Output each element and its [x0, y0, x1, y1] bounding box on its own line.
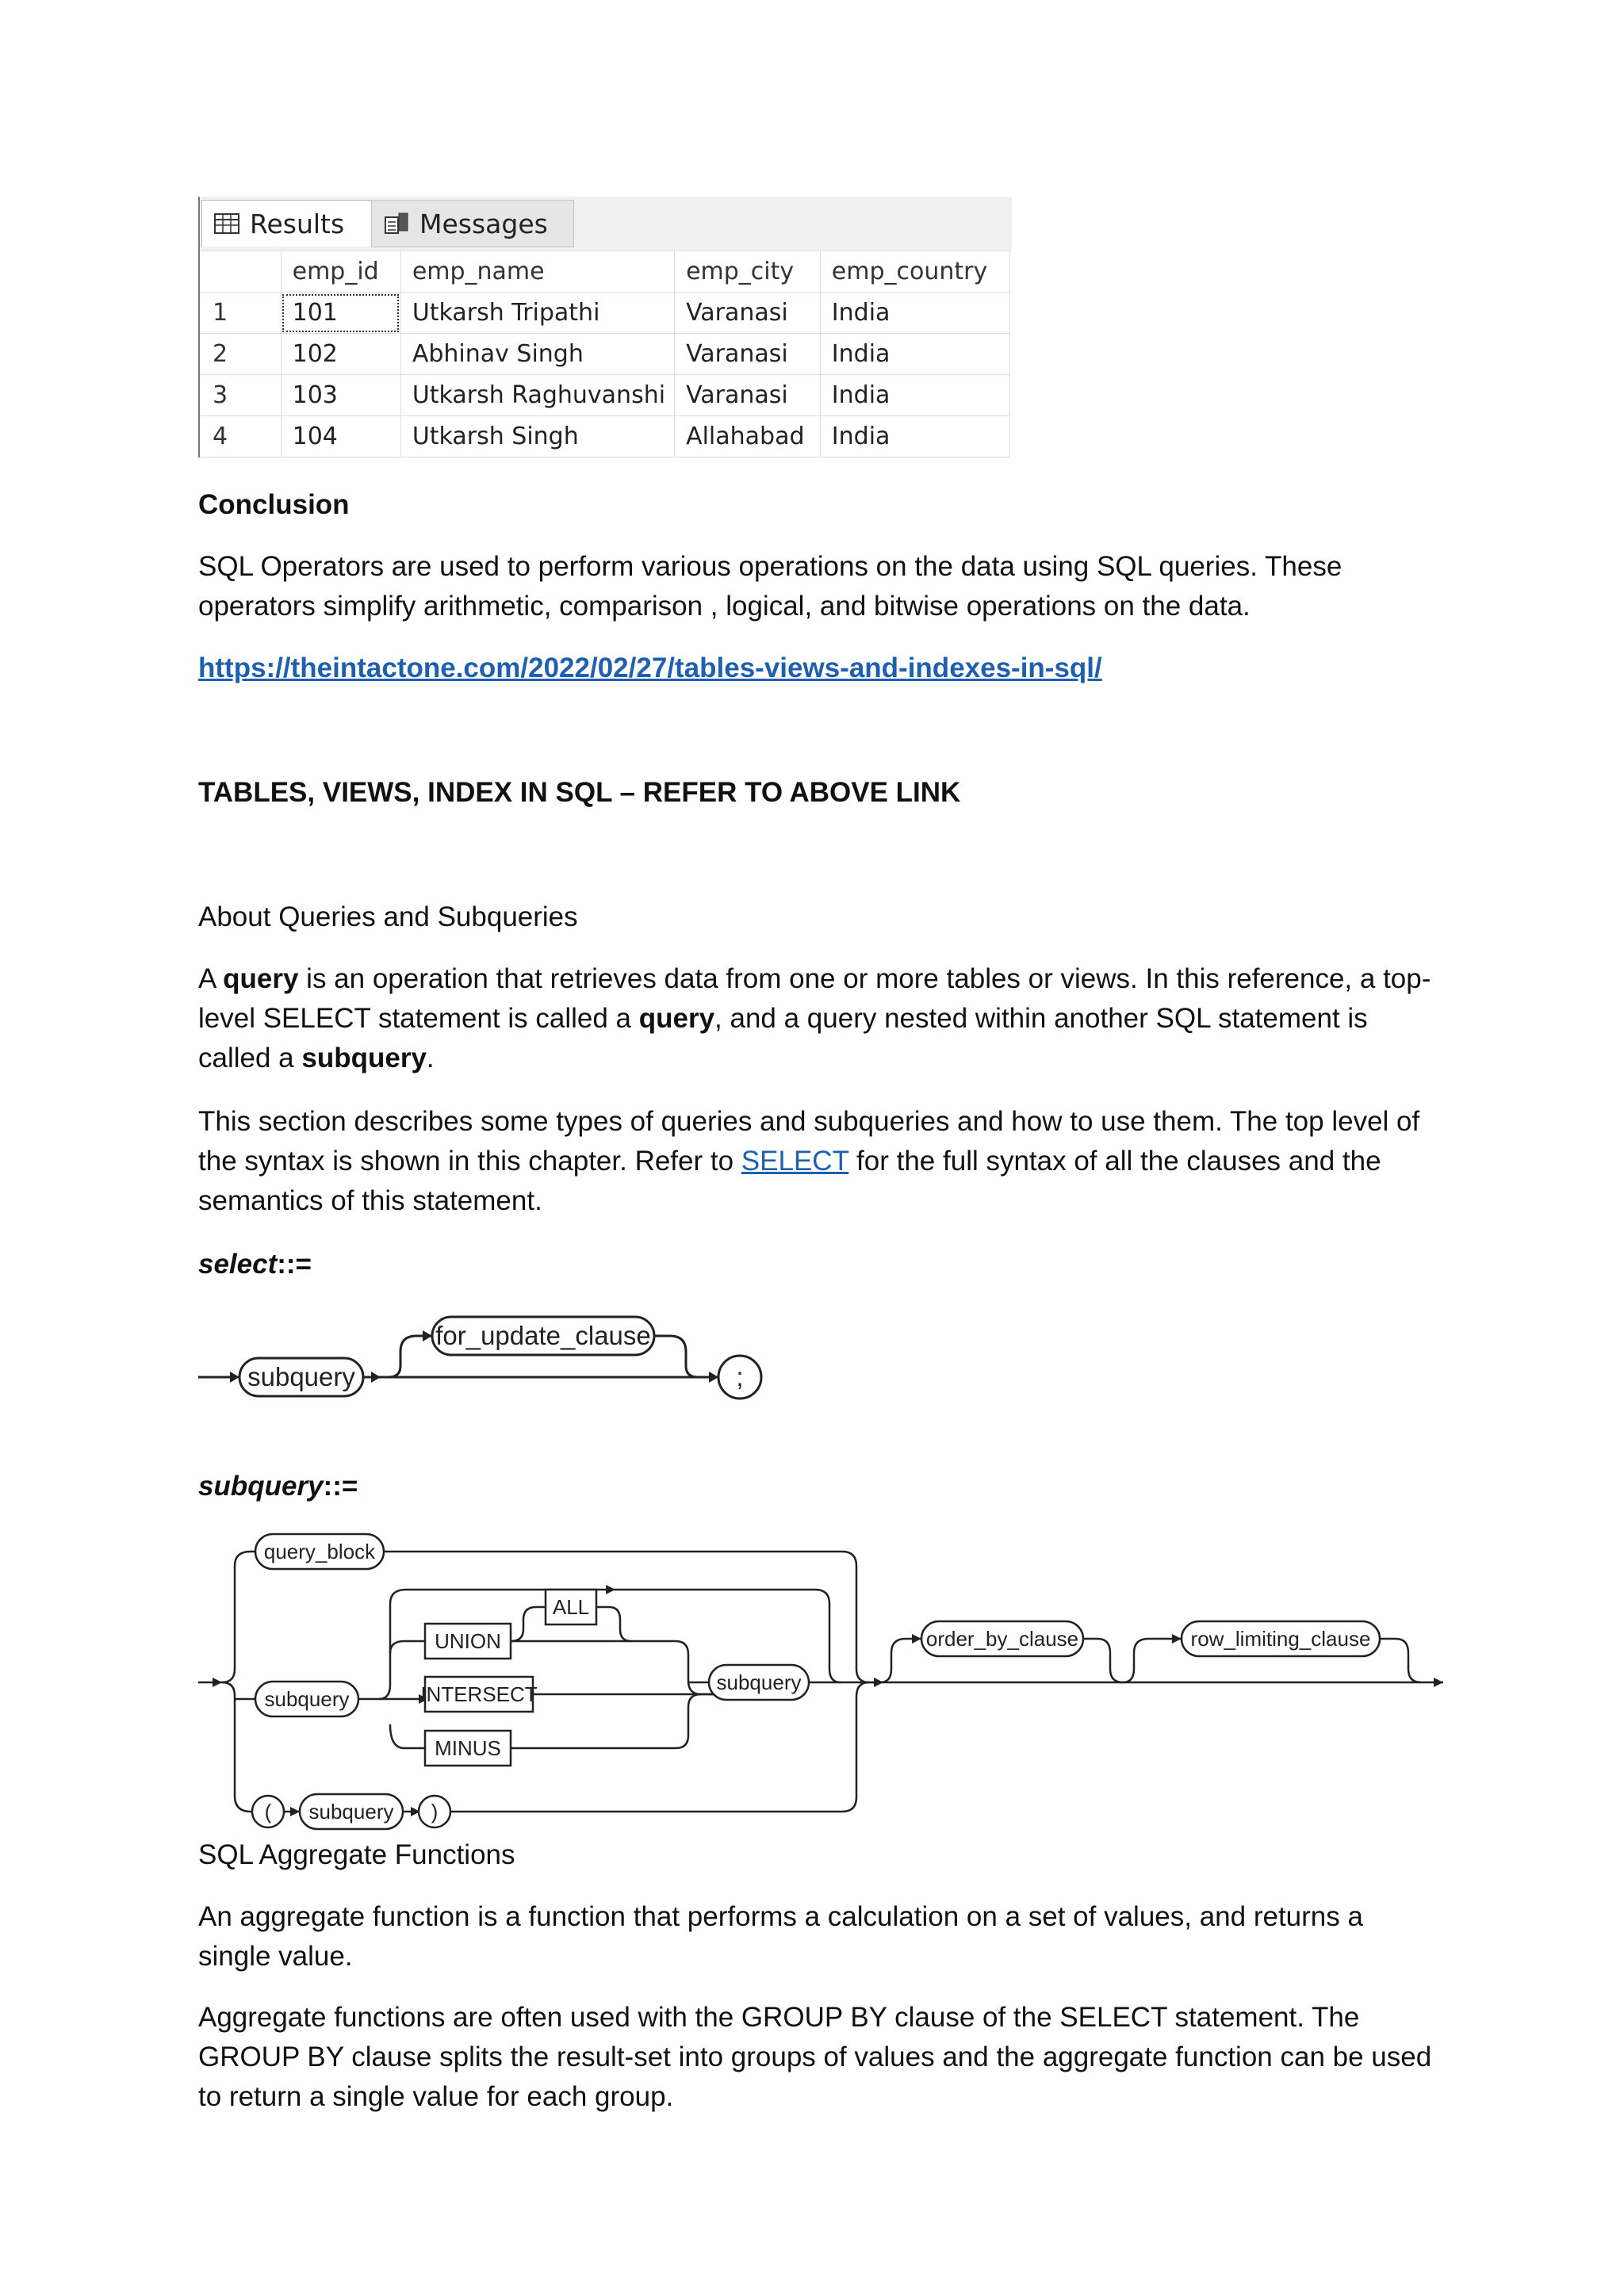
select-syntax-diagram: [190, 1296, 793, 1407]
row-number: 2: [199, 334, 281, 375]
subquery-paren-label: subquery: [308, 1800, 394, 1823]
row-number-header: [199, 251, 281, 293]
aggregate-paragraph-1: An aggregate function is a function that performs a calculation on a set of values, and returns a single value.: [198, 1901, 1363, 1972]
open-paren-label: (: [264, 1800, 272, 1823]
subquery-label: [198, 1467, 1443, 1506]
table-cell[interactable]: India: [820, 293, 1009, 334]
table-row[interactable]: [199, 334, 1010, 375]
row-number: 4: [199, 416, 281, 457]
table-cell[interactable]: 103: [281, 375, 400, 416]
table-cell[interactable]: Utkarsh Singh: [400, 416, 674, 457]
order-by-clause-label: order_by_clause: [925, 1627, 1079, 1651]
subquery-label-name: subquery: [198, 1471, 324, 1502]
table-cell[interactable]: Varanasi: [675, 293, 821, 334]
reference-link[interactable]: https://theintactone.com/2022/02/27/tables-views-and-indexes-in-sql/: [198, 652, 1102, 683]
subquery-start-label: subquery: [264, 1687, 350, 1711]
subquery-node-label: subquery: [247, 1362, 355, 1391]
bold-term: query: [638, 1003, 715, 1034]
table-row[interactable]: [199, 375, 1010, 416]
text-run: is an operation that retrieves data from one or more tables or views. In this reference, a top-level SELECT statement is called a: [198, 963, 1431, 1034]
text-run: A: [198, 963, 224, 994]
table-row[interactable]: [199, 416, 1010, 457]
row-number: 1: [199, 293, 281, 334]
messages-icon: [383, 211, 410, 236]
close-paren-label: ): [431, 1800, 439, 1823]
table-cell[interactable]: India: [820, 416, 1009, 457]
row-limiting-clause-label: row_limiting_clause: [1190, 1627, 1371, 1651]
column-header[interactable]: emp_country: [820, 251, 1009, 293]
bold-term: subquery: [301, 1043, 427, 1073]
results-header-row: [199, 251, 1010, 293]
union-label: UNION: [435, 1629, 501, 1653]
column-header[interactable]: emp_city: [675, 251, 821, 293]
tab-messages[interactable]: [371, 200, 574, 247]
minus-label: MINUS: [435, 1736, 501, 1760]
results-grid-screenshot: [198, 197, 1010, 461]
select-link[interactable]: SELECT: [741, 1146, 849, 1177]
table-cell[interactable]: 101: [281, 293, 400, 334]
table-cell[interactable]: 104: [281, 416, 400, 457]
semicolon-label: ;: [736, 1362, 744, 1391]
aggregate-paragraph-2: Aggregate functions are often used with the GROUP BY clause of the SELECT statement. The GROUP BY clause splits the result-set into groups of values and the aggregate function can be used to return a single value for each group.: [198, 2002, 1432, 2112]
intersect-label: INTERSECT: [420, 1682, 538, 1706]
section-paragraph: [198, 1102, 1443, 1221]
conclusion-heading: Conclusion: [198, 489, 350, 520]
query-paragraph: [198, 959, 1443, 1078]
table-cell[interactable]: Utkarsh Tripathi: [400, 293, 674, 334]
tab-results[interactable]: [201, 200, 382, 247]
tab-messages-label: Messages: [419, 208, 548, 239]
select-label: [198, 1245, 1443, 1284]
about-heading: About Queries and Subqueries: [198, 901, 578, 932]
table-cell[interactable]: Abhinav Singh: [400, 334, 674, 375]
bold-term: query: [223, 963, 299, 994]
text-run: This section describes some types of queries and subqueries and how to use them. The top level of the syntax is shown in this chapter. Refer to: [198, 1106, 1420, 1177]
text-run: , and a query nested within another SQL statement is called a: [198, 1003, 1368, 1073]
results-tabbar: [198, 197, 1012, 251]
table-row[interactable]: [199, 293, 1010, 334]
table-cell[interactable]: India: [820, 375, 1009, 416]
subquery-syntax-diagram: [190, 1518, 1451, 1835]
tables-heading: TABLES, VIEWS, INDEX IN SQL – REFER TO ABOVE LINK: [198, 777, 961, 808]
grid-icon: [213, 212, 240, 235]
column-header[interactable]: emp_name: [400, 251, 674, 293]
table-cell[interactable]: 102: [281, 334, 400, 375]
all-label: ALL: [552, 1595, 590, 1619]
table-cell[interactable]: India: [820, 334, 1009, 375]
reference-link-line: [198, 649, 1443, 688]
subquery-label-suffix: ::=: [323, 1471, 358, 1502]
conclusion-paragraph: SQL Operators are used to perform various operations on the data using SQL queries. These operators simplify arithmetic, comparison , logical, and bitwise operations on the data.: [198, 551, 1342, 622]
text-run: for the full syntax of all the clauses and the semantics of this statement.: [198, 1146, 1381, 1216]
for-update-clause-label: for_update_clause: [435, 1321, 651, 1350]
query-block-label: query_block: [263, 1540, 376, 1563]
aggregate-heading: SQL Aggregate Functions: [198, 1839, 515, 1870]
table-cell[interactable]: Varanasi: [675, 375, 821, 416]
row-number: 3: [199, 375, 281, 416]
table-cell[interactable]: Utkarsh Raghuvanshi: [400, 375, 674, 416]
tab-results-label: Results: [250, 208, 345, 239]
text-run: .: [426, 1043, 435, 1073]
select-label-suffix: ::=: [277, 1249, 312, 1280]
subquery-end-label: subquery: [716, 1670, 802, 1694]
table-cell[interactable]: Varanasi: [675, 334, 821, 375]
column-header[interactable]: emp_id: [281, 251, 400, 293]
select-label-name: select: [198, 1249, 278, 1280]
results-table: [198, 251, 1010, 457]
table-cell[interactable]: Allahabad: [675, 416, 821, 457]
